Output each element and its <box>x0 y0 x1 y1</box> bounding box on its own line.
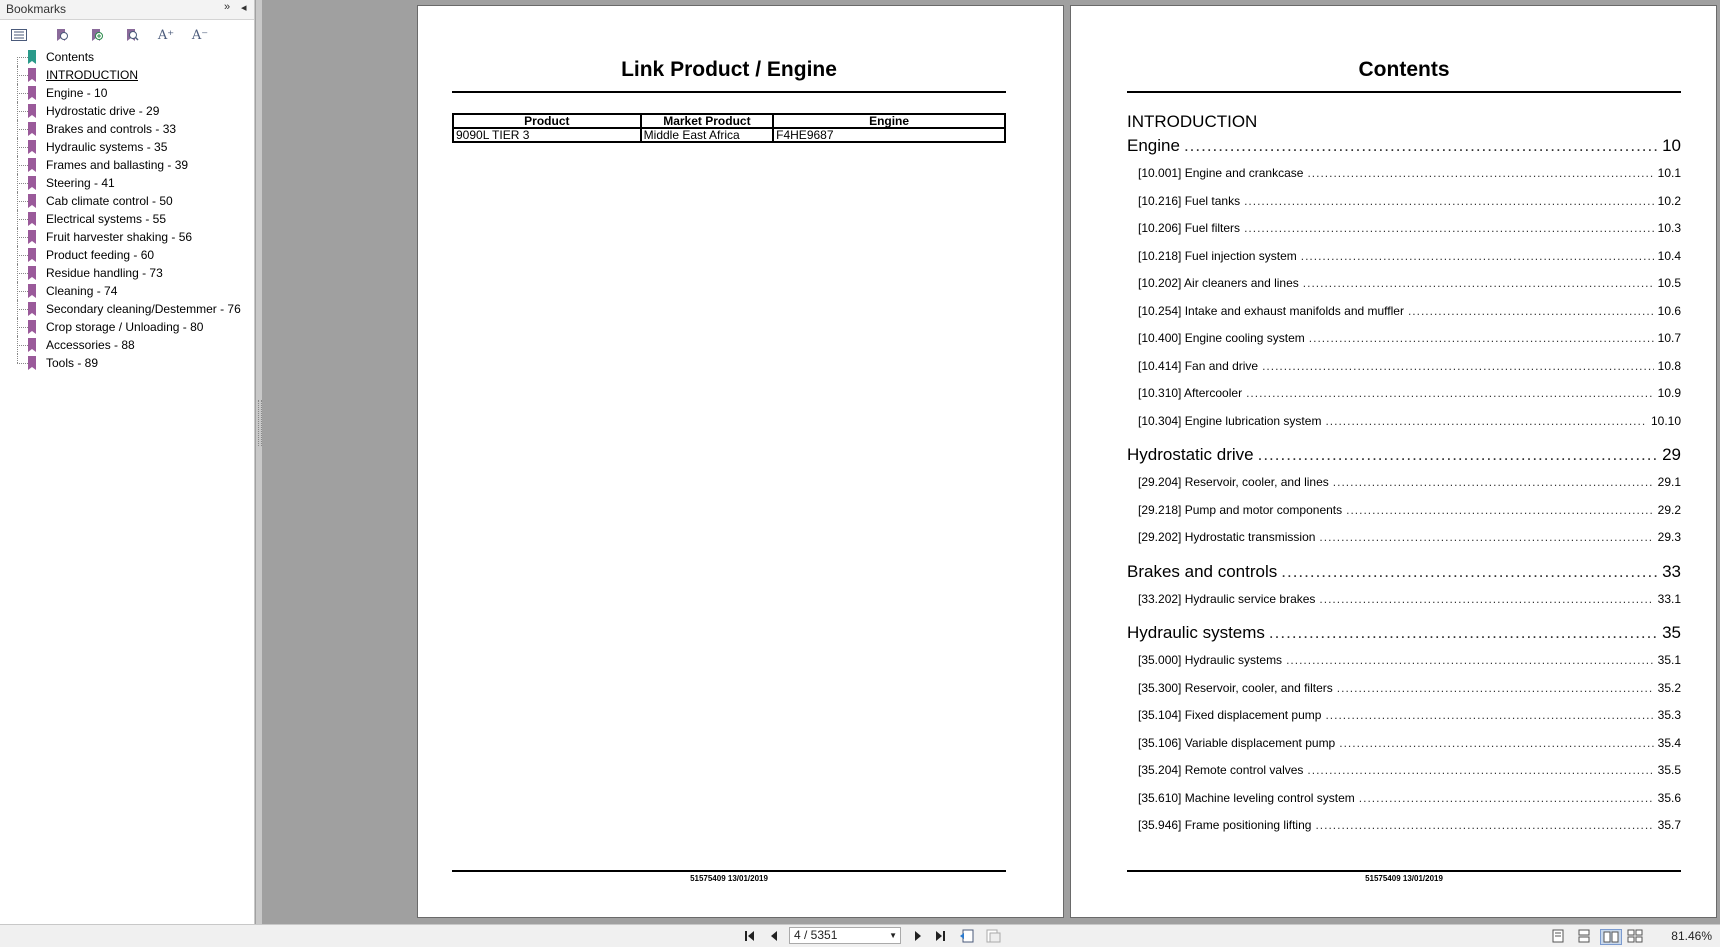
toc-subsection-entry[interactable] <box>1127 818 1681 832</box>
toc-entry-title: [10.216] Fuel tanks <box>1138 193 1241 208</box>
two-page-view-icon[interactable] <box>1600 929 1622 945</box>
tree-line <box>17 291 28 292</box>
document-viewer[interactable] <box>262 0 1720 924</box>
toc-entry-title: [35.000] Hydraulic systems <box>1138 653 1283 667</box>
bookmark-icon <box>28 212 36 226</box>
toc-subsection-entry[interactable] <box>1127 386 1681 400</box>
bookmark-item[interactable] <box>0 246 254 264</box>
bookmark-label: Hydrostatic drive - 29 <box>46 104 160 118</box>
toc-entry-title: [10.414] Fan and drive <box>1138 358 1259 373</box>
bookmarks-header <box>0 0 254 20</box>
toc-leader-dots <box>1303 276 1654 290</box>
toc-leader-dots <box>1246 386 1654 400</box>
toc-subsection-entry[interactable] <box>1127 763 1681 777</box>
footer-rule <box>452 870 1006 872</box>
bookmark-icon <box>28 176 36 190</box>
bookmark-icon <box>28 320 36 334</box>
title-rule <box>1127 91 1681 93</box>
bookmark-item[interactable] <box>0 174 254 192</box>
bookmark-item[interactable] <box>0 336 254 354</box>
bookmark-icon <box>28 194 36 208</box>
pdf-page-left <box>417 5 1064 918</box>
collapse-panel-icon[interactable]: ◂ <box>241 2 247 14</box>
toc-subsection-entry[interactable] <box>1127 681 1681 695</box>
bookmark-label: Tools - 89 <box>46 356 99 370</box>
bookmark-icon <box>28 68 36 82</box>
toc-page-number: 10.3 <box>1657 221 1681 235</box>
toc-subsection-entry[interactable] <box>1127 359 1681 373</box>
table-cell: F4HE9687 <box>773 128 1005 142</box>
toc-leader-dots <box>1281 562 1658 582</box>
expand-bookmark-icon[interactable] <box>52 26 72 44</box>
column-header: Market Product <box>641 114 773 128</box>
tree-line <box>17 237 28 238</box>
bookmark-label: Steering - 41 <box>46 176 115 190</box>
column-header: Engine <box>773 114 1005 128</box>
toc-leader-dots <box>1325 708 1653 722</box>
toc-leader-dots <box>1307 166 1653 180</box>
bookmark-tree <box>0 48 254 372</box>
toc-page-number: 35.2 <box>1657 680 1681 695</box>
bookmark-label: Secondary cleaning/Destemmer - 76 <box>46 302 241 316</box>
toc-leader-dots <box>1301 249 1654 263</box>
column-header: Product <box>453 114 641 128</box>
status-bar <box>0 924 1720 947</box>
tree-line <box>17 255 28 256</box>
bookmark-item[interactable] <box>0 48 254 66</box>
toc-page-number: 35.3 <box>1657 708 1681 722</box>
toc-leader-dots <box>1408 304 1654 318</box>
toc-entry-title: [35.300] Reservoir, cooler, and filters <box>1138 680 1333 695</box>
toc-page-number: 35.6 <box>1657 790 1681 805</box>
chevron-down-icon[interactable]: ▼ <box>889 931 897 940</box>
toc-section-entry[interactable] <box>1127 136 1681 156</box>
toc-entry-title: Hydraulic systems <box>1127 623 1265 642</box>
toc-page-number: 35.4 <box>1657 735 1681 750</box>
toc-page-number: 10.9 <box>1657 386 1681 400</box>
bookmark-icon <box>28 50 36 64</box>
two-page-continuous-view-icon[interactable] <box>1626 929 1644 943</box>
page-number-value: 4 / 5351 <box>794 928 838 942</box>
next-view-icon[interactable] <box>984 929 1002 943</box>
toc-subsection-entry[interactable] <box>1127 592 1681 606</box>
toc-subsection-entry[interactable] <box>1127 475 1681 489</box>
decrease-font-icon[interactable]: A⁻ <box>191 27 209 43</box>
bookmark-item[interactable] <box>0 354 254 372</box>
bookmark-icon <box>28 230 36 244</box>
page-footer: 51575409 13/01/2019 <box>690 874 768 883</box>
tree-line <box>17 57 18 66</box>
toc-entry-title: Engine <box>1127 136 1180 155</box>
single-page-view-icon[interactable] <box>1550 929 1566 943</box>
previous-view-icon[interactable] <box>958 929 976 943</box>
toc-subsection-entry[interactable] <box>1127 304 1681 318</box>
toc-page-number: 10.6 <box>1657 303 1681 318</box>
add-bookmark-icon[interactable] <box>87 26 107 44</box>
toc-leader-dots <box>1315 818 1653 832</box>
footer-rule <box>1127 870 1681 872</box>
toc-entry-title: [10.001] Engine and crankcase <box>1138 166 1304 180</box>
previous-page-icon[interactable] <box>766 929 782 943</box>
tree-line <box>17 75 28 76</box>
bookmark-label: INTRODUCTION <box>46 68 138 82</box>
find-bookmark-icon[interactable] <box>122 26 142 44</box>
toc-leader-dots <box>1244 221 1654 235</box>
toc-leader-dots <box>1337 681 1654 695</box>
toc-page-number: 10.2 <box>1657 193 1681 208</box>
toc-entry-title: [10.218] Fuel injection system <box>1138 248 1297 263</box>
toc-entry-title: [35.104] Fixed displacement pump <box>1138 708 1322 722</box>
toc-leader-dots <box>1325 414 1647 428</box>
toc-page-number: 29.3 <box>1657 530 1681 544</box>
bookmark-icon <box>28 158 36 172</box>
bookmark-icon <box>28 104 36 118</box>
tree-line <box>17 363 28 364</box>
toc-subsection-entry[interactable] <box>1127 276 1681 290</box>
tree-line <box>17 129 28 130</box>
toc-subsection-entry[interactable] <box>1127 331 1681 345</box>
tree-line <box>17 354 18 363</box>
toc-leader-dots <box>1346 503 1654 517</box>
toc-page-number: 10 <box>1662 136 1681 155</box>
toc-section-entry[interactable] <box>1127 445 1681 465</box>
toc-subsection-entry[interactable] <box>1127 249 1681 263</box>
bookmark-icon <box>28 122 36 136</box>
toc-page-number: 10.4 <box>1657 248 1681 263</box>
bookmark-item[interactable] <box>0 120 254 138</box>
tree-line <box>17 219 28 220</box>
toc-section-entry[interactable] <box>1127 562 1681 582</box>
toc-leader-dots <box>1307 763 1653 777</box>
page-number-input[interactable] <box>789 927 901 944</box>
toc-page-number: 35.5 <box>1657 763 1681 777</box>
table-header-row <box>453 114 1005 128</box>
toc-leader-dots <box>1184 136 1658 156</box>
next-page-icon[interactable] <box>910 929 926 943</box>
toc-subsection-entry[interactable] <box>1127 221 1681 235</box>
product-engine-table <box>452 113 1006 143</box>
toc-leader-dots <box>1359 791 1654 805</box>
toc-leader-dots <box>1319 530 1653 544</box>
bookmark-icon <box>28 284 36 298</box>
toc-entry-title: [35.106] Variable displacement pump <box>1138 735 1336 750</box>
toc-subsection-entry[interactable] <box>1127 166 1681 180</box>
bookmark-label: Cab climate control - 50 <box>46 194 173 208</box>
bookmark-label: Cleaning - 74 <box>46 284 118 298</box>
page-title: Link Product / Engine <box>621 58 837 81</box>
bookmark-icon <box>28 266 36 280</box>
toc-page-number: 29.1 <box>1657 475 1681 489</box>
toc-entry-title: Brakes and controls <box>1127 561 1278 581</box>
toc-subsection-entry[interactable] <box>1127 503 1681 517</box>
bookmark-label: Hydraulic systems - 35 <box>46 140 168 154</box>
bookmark-label: Frames and ballasting - 39 <box>46 158 189 172</box>
options-icon[interactable] <box>9 26 29 44</box>
toc-entry-title: [10.310] Aftercooler <box>1138 386 1243 400</box>
bookmarks-toolbar <box>0 20 254 50</box>
bookmark-icon <box>28 86 36 100</box>
bookmark-label: Contents <box>46 50 95 64</box>
page-title: Contents <box>1358 58 1450 81</box>
bookmark-icon <box>28 140 36 154</box>
bookmark-item[interactable] <box>0 300 254 318</box>
tree-line <box>17 327 28 328</box>
bookmark-label: Crop storage / Unloading - 80 <box>46 320 204 334</box>
bookmark-label: Fruit harvester shaking - 56 <box>46 230 193 244</box>
zoom-level[interactable]: 81.46% <box>1671 929 1712 943</box>
table-cell: 9090L TIER 3 <box>453 128 641 142</box>
toc-leader-dots <box>1286 653 1654 667</box>
toc-subsection-entry[interactable] <box>1127 653 1681 667</box>
toc-page-number: 29.2 <box>1657 502 1681 517</box>
toc-page-number: 35 <box>1662 623 1681 642</box>
toc-entry-title: [35.204] Remote control valves <box>1138 763 1304 777</box>
toc-page-number: 33 <box>1662 561 1681 581</box>
bookmarks-title: Bookmarks <box>6 2 67 16</box>
bookmark-label: Accessories - 88 <box>46 338 135 352</box>
toc-entry-title: [10.206] Fuel filters <box>1138 221 1241 235</box>
toc-subsection-entry[interactable] <box>1127 708 1681 722</box>
tree-line <box>17 111 28 112</box>
toc-entry-title: Hydrostatic drive <box>1127 445 1254 464</box>
toc-page-number: 29 <box>1662 445 1681 464</box>
toc-leader-dots <box>1319 592 1653 606</box>
bookmark-label: Product feeding - 60 <box>46 248 155 262</box>
toc-entry-title: [33.202] Hydraulic service brakes <box>1138 591 1316 606</box>
bookmark-item[interactable] <box>0 192 254 210</box>
toc-subsection-entry[interactable] <box>1127 194 1681 208</box>
bookmark-item[interactable] <box>0 264 254 282</box>
toc-entry-title: [29.202] Hydrostatic transmission <box>1138 530 1316 544</box>
toc-leader-dots <box>1333 475 1654 489</box>
toc-leader-dots <box>1269 623 1658 643</box>
tree-line <box>17 309 28 310</box>
toc-page-number: 35.7 <box>1657 818 1681 832</box>
page-footer: 51575409 13/01/2019 <box>1365 874 1443 883</box>
last-page-icon[interactable] <box>932 929 948 943</box>
toc-leader-dots <box>1339 736 1653 750</box>
bookmark-item[interactable] <box>0 210 254 228</box>
bookmark-label: Residue handling - 73 <box>46 266 163 280</box>
toc-entry-title: [10.202] Air cleaners and lines <box>1138 276 1299 290</box>
toc-page-number: 10.5 <box>1657 276 1681 290</box>
pdf-page-right <box>1070 5 1717 918</box>
toc-page-number: 10.10 <box>1650 413 1681 428</box>
toc-entry-title: [29.218] Pump and motor components <box>1138 502 1343 517</box>
bookmark-item[interactable] <box>0 84 254 102</box>
bookmark-item[interactable] <box>0 156 254 174</box>
toc-page-number: 35.1 <box>1657 653 1681 667</box>
toc-entry-title: [10.254] Intake and exhaust manifolds and muffler <box>1138 303 1404 318</box>
tree-line <box>17 273 28 274</box>
first-page-icon[interactable] <box>742 929 758 943</box>
toc-section-entry[interactable] <box>1127 623 1681 643</box>
tree-line <box>17 165 28 166</box>
tree-line <box>17 201 28 202</box>
bookmark-item[interactable] <box>0 138 254 156</box>
bookmark-icon <box>28 356 36 370</box>
tree-line <box>17 93 28 94</box>
bookmark-label: Engine - 10 <box>46 86 108 100</box>
toc-subsection-entry[interactable] <box>1127 414 1681 428</box>
toc-entry-title: [10.400] Engine cooling system <box>1138 331 1305 345</box>
title-rule <box>452 91 1006 93</box>
bookmarks-panel <box>0 0 255 924</box>
expand-panel-icon[interactable]: » <box>224 1 231 13</box>
toc-leader-dots <box>1262 359 1654 373</box>
bookmark-icon <box>28 302 36 316</box>
tree-line <box>17 57 28 58</box>
toc-entry-title: [10.304] Engine lubrication system <box>1138 413 1322 428</box>
toc-entry-title: [35.946] Frame positioning lifting <box>1138 818 1312 832</box>
toc-page-number: 10.1 <box>1657 166 1681 180</box>
bookmark-item[interactable] <box>0 228 254 246</box>
toc-leader-dots <box>1258 445 1658 465</box>
table-cell: Middle East Africa <box>641 128 773 142</box>
tree-line <box>17 345 28 346</box>
toc-page-number: 10.7 <box>1657 331 1681 345</box>
toc-page-number: 33.1 <box>1657 591 1681 606</box>
toc-entry-title: [29.204] Reservoir, cooler, and lines <box>1138 475 1329 489</box>
bookmark-label: Electrical systems - 55 <box>46 212 167 226</box>
toc-leader-dots <box>1309 331 1654 345</box>
toc-subsection-entry[interactable] <box>1127 791 1681 805</box>
toc-subsection-entry[interactable] <box>1127 736 1681 750</box>
bookmark-icon <box>28 248 36 262</box>
bookmark-item[interactable] <box>0 282 254 300</box>
tree-line <box>17 183 28 184</box>
bookmark-label: Brakes and controls - 33 <box>46 122 177 136</box>
bookmark-item[interactable] <box>0 318 254 336</box>
increase-font-icon[interactable]: A⁺ <box>157 27 175 43</box>
toc-introduction[interactable]: INTRODUCTION <box>1127 112 1258 131</box>
toc-entry-title: [35.610] Machine leveling control system <box>1138 790 1355 805</box>
toc-page-number: 10.8 <box>1657 358 1681 373</box>
table-row <box>453 128 1005 142</box>
bookmark-item[interactable] <box>0 102 254 120</box>
continuous-view-icon[interactable] <box>1576 929 1592 943</box>
tree-line <box>17 147 28 148</box>
toc-subsection-entry[interactable] <box>1127 530 1681 544</box>
bookmark-icon <box>28 338 36 352</box>
bookmark-item[interactable] <box>0 66 254 84</box>
toc-leader-dots <box>1244 194 1654 208</box>
